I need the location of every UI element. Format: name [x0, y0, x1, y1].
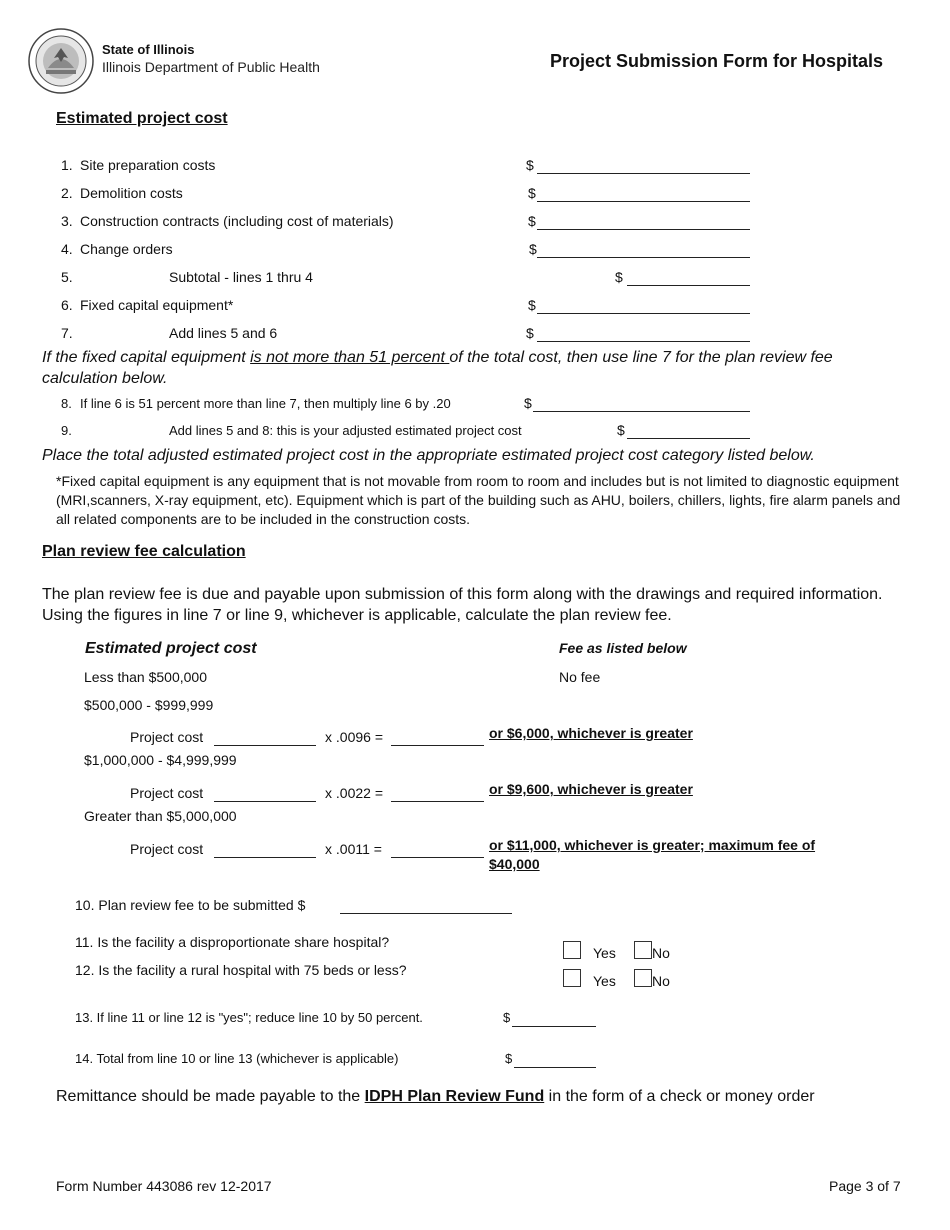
line-14-currency: $	[505, 1051, 513, 1066]
line-3-number: 3.	[61, 213, 73, 229]
line-9-label: Add lines 5 and 8: this is your adjusted estimated project cost	[169, 423, 522, 438]
fee-section-heading: Plan review fee calculation	[42, 543, 246, 560]
tier3-result-input[interactable]	[391, 857, 484, 858]
line-2-label: Demolition costs	[80, 185, 183, 201]
col-fee-heading: Fee as listed below	[559, 640, 687, 656]
tier2-result-input[interactable]	[391, 801, 484, 802]
tier2-range: $1,000,000 - $4,999,999	[84, 752, 237, 768]
line-11-no-label: No	[652, 945, 670, 961]
line-12-no-label: No	[652, 973, 670, 989]
tier1-project-cost-label: Project cost	[130, 729, 204, 745]
tier2-multiplier: x .0022 =	[325, 785, 383, 801]
placement-note: Place the total adjusted estimated project cost in the appropriate estimated project cost category listed below.	[42, 447, 815, 464]
line-4-input[interactable]	[537, 257, 750, 258]
line-8-input[interactable]	[533, 411, 750, 412]
line-6-number: 6.	[61, 297, 73, 313]
tier3-project-cost-label: Project cost	[130, 841, 204, 857]
fixed-equipment-footnote: *Fixed capital equipment is any equipment that is not movable from room to room and includes but is not limited to diagnostic equipment (MRI,scanners, X-ray equipment, etc). Equipment which is part of the building such as AHU, boilers, chillers, lights, fire alarm panels and all related components are to be included in the construction costs.	[56, 473, 901, 527]
line-11-yes-label: Yes	[593, 945, 616, 961]
line-1-currency: $	[526, 157, 534, 173]
tier3-range: Greater than $5,000,000	[84, 808, 237, 824]
line-2-currency: $	[528, 185, 536, 201]
tier2-project-cost-input[interactable]	[214, 801, 316, 802]
tier3-fee: or $11,000, whichever is greater; maximum fee of $40,000	[489, 837, 816, 872]
tier3-multiplier: x .0011 =	[325, 841, 382, 857]
line-9-currency: $	[617, 422, 625, 438]
line-3-label: Construction contracts (including cost of materials)	[80, 213, 394, 229]
line-5-input[interactable]	[627, 285, 750, 286]
tier0-range: Less than $500,000	[84, 669, 207, 685]
remittance-text: Remittance should be made payable to the IDPH Plan Review Fund in the form of a check or money order	[56, 1088, 815, 1105]
line-7-currency: $	[526, 325, 534, 341]
line-4-label: Change orders	[80, 241, 173, 257]
line-3-input[interactable]	[537, 229, 750, 230]
line-6-input[interactable]	[537, 313, 750, 314]
line-8-number: 8.	[61, 396, 72, 411]
line-9-input[interactable]	[627, 438, 750, 439]
line-12-yes-label: Yes	[593, 973, 616, 989]
cost-section-heading: Estimated project cost	[56, 110, 228, 127]
tier1-multiplier: x .0096 =	[325, 729, 383, 745]
line-12-no-checkbox[interactable]	[634, 969, 652, 987]
tier1-result-input[interactable]	[391, 745, 484, 746]
page-number: Page 3 of 7	[829, 1178, 901, 1194]
line-11-label: 11. Is the facility a disproportionate share hospital?	[75, 934, 390, 950]
tier2-project-cost-label: Project cost	[130, 785, 204, 801]
line-12-label: 12. Is the facility a rural hospital with 75 beds or less?	[75, 962, 407, 978]
instruction-text: If the fixed capital equipment is not more than 51 percent of the total cost, then use line 7 for the plan review fee calculation below.	[42, 349, 833, 387]
line-13-label: 13. If line 11 or line 12 is "yes"; reduce line 10 by 50 percent.	[75, 1010, 423, 1025]
tier2-fee: or $9,600, whichever is greater	[489, 781, 693, 797]
line-3-currency: $	[528, 213, 536, 229]
form-title: Project Submission Form for Hospitals	[550, 51, 884, 71]
fee-intro: The plan review fee is due and payable upon submission of this form along with the drawings and required information. Using the figures in line 7 or line 9, whichever is applicable, calculate the plan review fee.	[42, 586, 883, 624]
line-13-currency: $	[503, 1010, 511, 1025]
line-6-label: Fixed capital equipment*	[80, 297, 234, 313]
line-2-number: 2.	[61, 185, 73, 201]
line-6-currency: $	[528, 297, 536, 313]
line-10-input[interactable]	[340, 913, 512, 914]
tier0-fee: No fee	[559, 669, 601, 685]
line-10-label: 10. Plan review fee to be submitted $	[75, 897, 306, 913]
line-8-currency: $	[524, 395, 532, 411]
line-9-number: 9.	[61, 423, 72, 438]
line-7-label: Add lines 5 and 6	[169, 325, 278, 341]
state-seal-logo	[28, 28, 94, 94]
line-8-label: If line 6 is 51 percent more than line 7, then multiply line 6 by .20	[80, 396, 451, 411]
line-14-label: 14. Total from line 10 or line 13 (whichever is applicable)	[75, 1051, 399, 1066]
line-12-yes-checkbox[interactable]	[563, 969, 581, 987]
tier1-range: $500,000 - $999,999	[84, 697, 214, 713]
line-1-label: Site preparation costs	[80, 157, 216, 173]
line-11-yes-checkbox[interactable]	[563, 941, 581, 959]
line-1-input[interactable]	[537, 173, 750, 174]
form-number: Form Number 443086 rev 12-2017	[56, 1178, 272, 1194]
line-5-currency: $	[615, 269, 623, 285]
line-13-input[interactable]	[512, 1026, 596, 1027]
line-7-input[interactable]	[537, 341, 750, 342]
line-14-input[interactable]	[514, 1067, 596, 1068]
department-name: Illinois Department of Public Health	[102, 59, 320, 75]
line-5-number: 5.	[61, 269, 73, 285]
line-7-number: 7.	[61, 325, 73, 341]
tier1-project-cost-input[interactable]	[214, 745, 316, 746]
line-5-label: Subtotal - lines 1 thru 4	[169, 269, 313, 285]
line-4-number: 4.	[61, 241, 73, 257]
line-2-input[interactable]	[537, 201, 750, 202]
tier3-project-cost-input[interactable]	[214, 857, 316, 858]
col-estimated-cost-heading: Estimated project cost	[85, 640, 257, 657]
line-11-no-checkbox[interactable]	[634, 941, 652, 959]
tier1-fee: or $6,000, whichever is greater	[489, 725, 693, 741]
state-name: State of Illinois	[102, 42, 195, 57]
line-1-number: 1.	[61, 157, 73, 173]
line-4-currency: $	[529, 241, 537, 257]
